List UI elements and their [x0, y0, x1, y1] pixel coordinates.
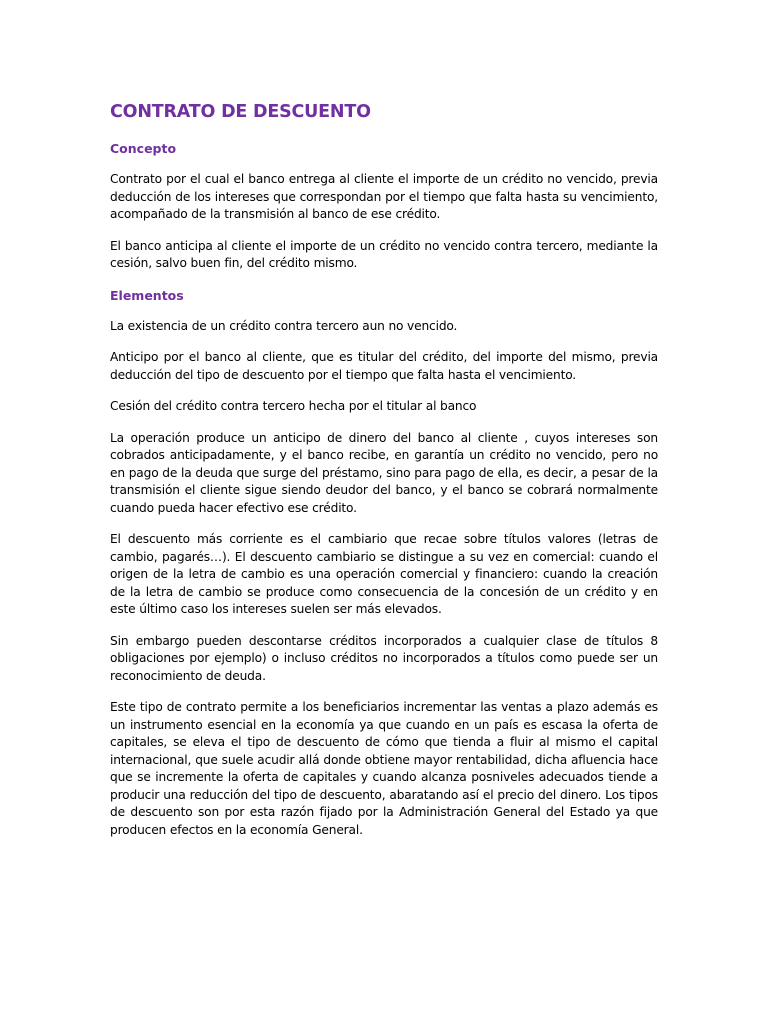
- paragraph: La operación produce un anticipo de dinero del banco al cliente , cuyos intereses son cobrados anticipadamente, y el banco recibe, en garantía un crédito no vencido, pero no en pago de la deuda que surge del préstamo, sino para pago de ella, es decir, a pesar de la transmisión el cliente sigue siendo deudor del banco, y el banco se cobrará normalmente cuando pueda hacer efectivo ese crédito.: [110, 430, 658, 515]
- paragraph: El descuento más corriente es el cambiario que recae sobre títulos valores (letras de cambio, pagarés…). El descuento cambiario se distingue a su vez en comercial: cuando el origen de la letra de cambio es una operación comercial y financiero: cuando la creación de la letra de cambio se produce como consecuencia de la concesión de un crédito y en este último caso los intereses suelen ser más elevados.: [110, 532, 658, 616]
- paragraph: Este tipo de contrato permite a los beneficiarios incrementar las ventas a plazo además es un instrumento esencial en la economía ya que cuando en un país es escasa la oferta de capitales, se eleva el tipo de descuento de cómo que tienda a fluir al mismo el capital internacional, que suele acudir allá donde obtiene mayor rentabilidad, dicha afluencia hace que se incremente la oferta de capitales y cuando alcanza posniveles adecuados tiende a producir una reducción del tipo de descuento, abaratando así el precio del dinero. Los tipos de descuento son por esta razón fijado por la Administración General del Estado ya que producen efectos en la economía General.: [110, 700, 658, 837]
- document-page: [110, 100, 658, 853]
- paragraph: Sin embargo pueden descontarse créditos incorporados a cualquier clase de títulos 8 obligaciones por ejemplo) o incluso créditos no incorporados a títulos como puede ser un reconocimiento de deuda.: [110, 633, 658, 683]
- section-heading-concepto: Concepto: [110, 141, 177, 156]
- paragraph: El banco anticipa al cliente el importe de un crédito no vencido contra tercero, mediante la cesión, salvo buen fin, del crédito mismo.: [110, 238, 658, 270]
- section-heading-elementos: Elementos: [110, 287, 184, 303]
- paragraph: Anticipo por el banco al cliente, que es titular del crédito, del importe del mismo, previa deducción del tipo de descuento por el tiempo que falta hasta el vencimiento.: [110, 350, 658, 382]
- paragraph: Contrato por el cual el banco entrega al cliente el importe de un crédito no vencido, previa deducción de los intereses que correspondan por el tiempo que falta hasta su vencimiento, acompañado de la transmisión al banco de ese crédito.: [110, 172, 658, 221]
- paragraph: Cesión del crédito contra tercero hecha por el titular al banco: [110, 399, 477, 413]
- document-title: CONTRATO DE DESCUENTO: [110, 102, 371, 122]
- paragraph: La existencia de un crédito contra tercero aun no vencido.: [110, 318, 458, 333]
